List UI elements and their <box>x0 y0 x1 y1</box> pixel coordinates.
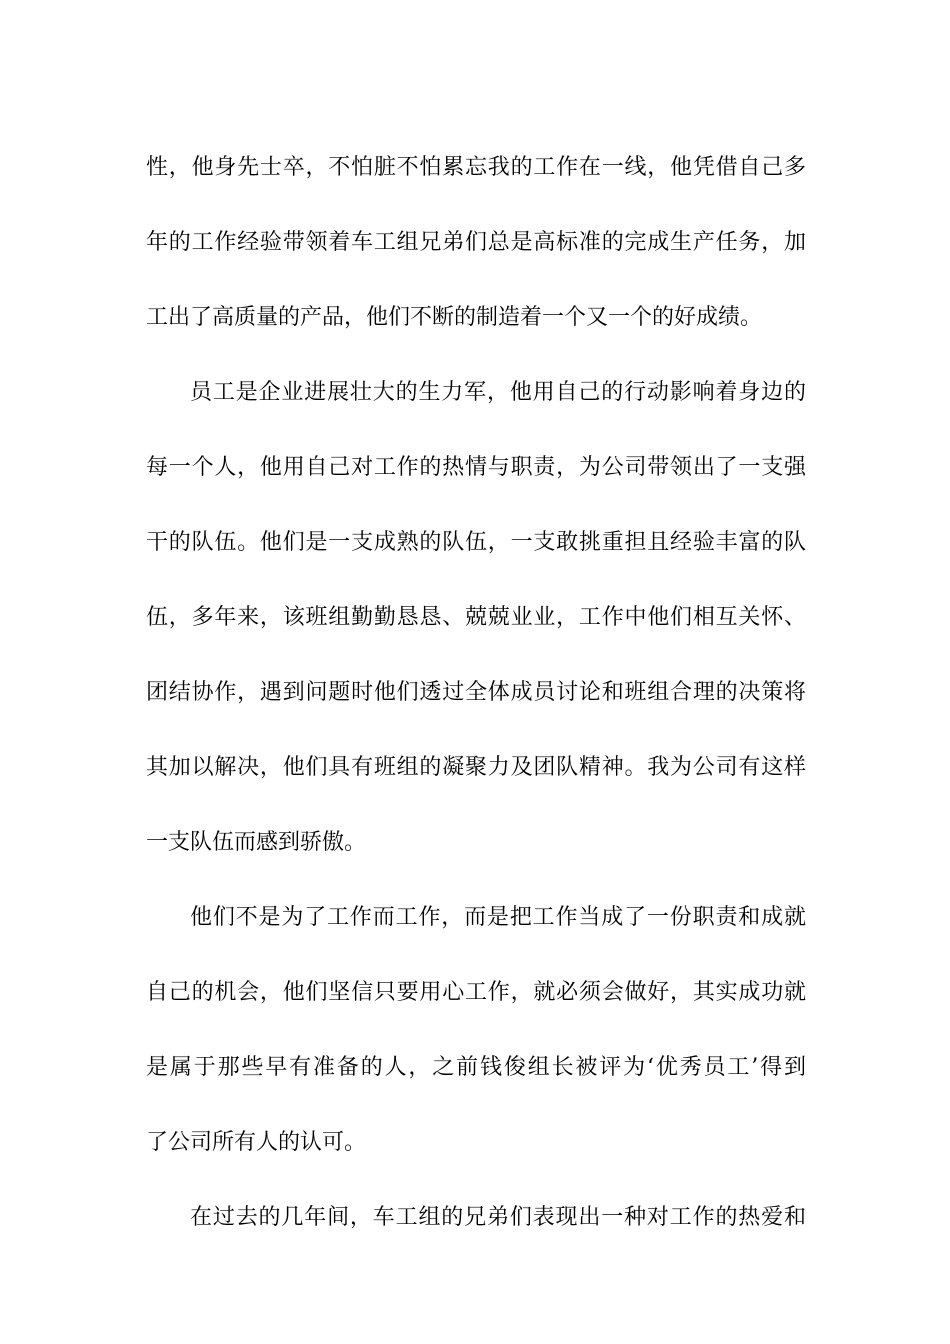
text-line-11: 他们不是为了工作而工作，而是把工作当成了一份职责和成就 <box>190 905 806 930</box>
text-line-6: 干的队伍。他们是一支成熟的队伍，一支敢挑重担且经验丰富的队 <box>146 530 806 555</box>
text-line-9: 其加以解决，他们具有班组的凝聚力及团队精神。我为公司有这样 <box>146 755 806 780</box>
text-line-3: 工出了高质量的产品，他们不断的制造着一个又一个的好成绩。 <box>146 305 763 330</box>
text-line-14: 了公司所有人的认可。 <box>146 1130 367 1155</box>
text-line-15: 在过去的几年间，车工组的兄弟们表现出一种对工作的热爱和 <box>190 1205 806 1230</box>
text-line-12: 自己的机会，他们坚信只要用心工作，就必须会做好，其实成功就 <box>146 980 806 1005</box>
text-line-8: 团结协作，遇到问题时他们透过全体成员讨论和班组合理的决策将 <box>146 680 806 705</box>
text-line-7: 伍，多年来，该班组勤勤恳恳、兢兢业业，工作中他们相互关怀、 <box>146 605 806 630</box>
text-line-4: 员工是企业进展壮大的生力军，他用自己的行动影响着身边的 <box>190 380 806 405</box>
text-line-1: 性，他身先士卒，不怕脏不怕累忘我的工作在一线，他凭借自己多 <box>146 155 806 180</box>
document-body <box>146 130 806 1255</box>
text-line-2: 年的工作经验带领着车工组兄弟们总是高标准的完成生产任务，加 <box>146 230 806 255</box>
text-line-5: 每一个人，他用自己对工作的热情与职责，为公司带领出了一支强 <box>146 455 806 480</box>
text-line-10: 一支队伍而感到骄傲。 <box>146 830 367 855</box>
text-line-13: 是属于那些早有准备的人，之前钱俊组长被评为‘优秀员工’得到 <box>146 1055 806 1080</box>
